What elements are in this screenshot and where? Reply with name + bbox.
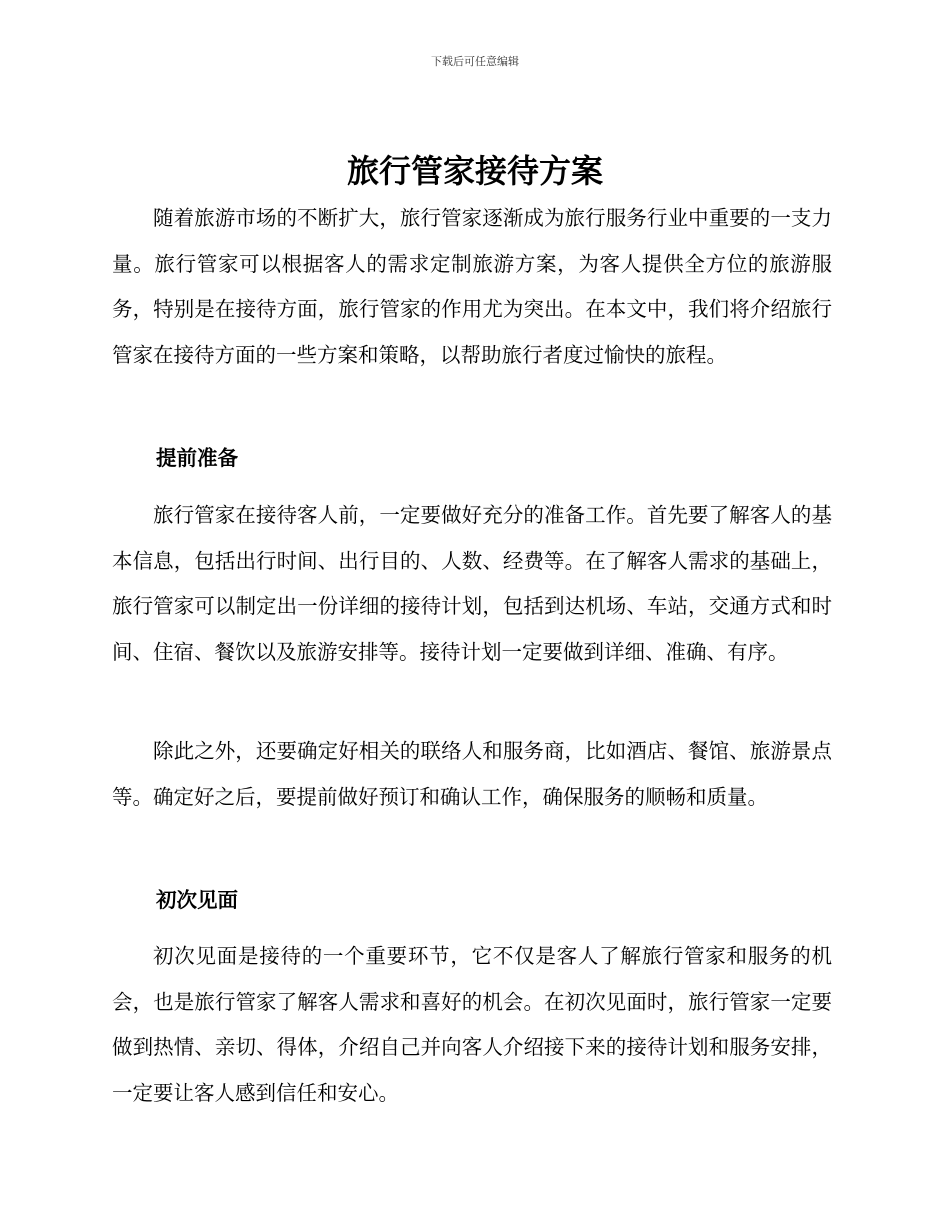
section-heading-preparation: 提前准备 bbox=[156, 446, 238, 470]
intro-paragraph: 随着旅游市场的不断扩大，旅行管家逐渐成为旅行服务行业中重要的一支力量。旅行管家可以根据客人的需求定制旅游方案，为客人提供全方位的旅游服务，特别是在接待方面，旅行管家的作用尤为突出。在本文中，我们将介绍旅行管家在接待方面的一些方案和策略，以帮助旅行者度过愉快的旅程。 bbox=[112, 206, 832, 367]
section-heading-first-meeting: 初次见面 bbox=[156, 888, 238, 912]
preparation-paragraph-1: 旅行管家在接待客人前，一定要做好充分的准备工作。首先要了解客人的基本信息，包括出行时间、出行目的、人数、经费等。在了解客人需求的基础上，旅行管家可以制定出一份详细的接待计划，包括到达机场、车站，交通方式和时间、住宿、餐饮以及旅游安排等。接待计划一定要做到详细、准确、有序。 bbox=[112, 503, 832, 664]
preparation-paragraph-2: 除此之外，还要确定好相关的联络人和服务商，比如酒店、餐馆、旅游景点等。确定好之后，要提前做好预订和确认工作，确保服务的顺畅和质量。 bbox=[112, 739, 832, 809]
document-title: 旅行管家接待方案 bbox=[346, 152, 603, 190]
first-meeting-paragraph: 初次见面是接待的一个重要环节，它不仅是客人了解旅行管家和服务的机会，也是旅行管家了解客人需求和喜好的机会。在初次见面时，旅行管家一定要做到热情、亲切、得体，介绍自己并向客人介绍接下来的接待计划和服务安排，一定要让客人感到信任和安心。 bbox=[112, 944, 832, 1105]
header-note: 下载后可任意编辑 bbox=[431, 55, 519, 68]
